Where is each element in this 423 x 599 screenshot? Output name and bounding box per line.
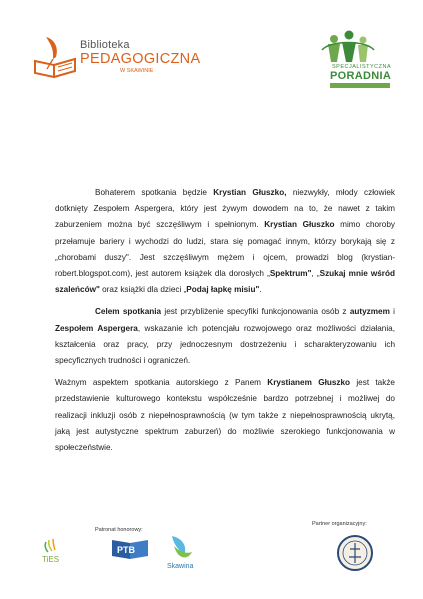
ties-logo	[40, 538, 70, 566]
partner-seal-logo	[336, 533, 374, 573]
bold-text-run: Spektrum"	[269, 269, 312, 279]
paragraph-3	[55, 375, 395, 456]
logo-line-2: PEDAGOGICZNA	[80, 51, 201, 67]
bold-text-run: Krystianem Głuszko	[267, 378, 351, 388]
text-run: , „	[311, 269, 320, 279]
paragraph-2	[55, 304, 395, 369]
text-run: Ważnym aspektem spotkania autorskiego z Panem	[55, 378, 268, 388]
patronat-label: Patronat honorowy:	[95, 527, 143, 533]
skawina-text: Skawina	[167, 563, 194, 570]
poradnia-bar	[330, 83, 390, 88]
biblioteka-logo	[32, 33, 222, 83]
bold-text-run: autyzmem	[349, 307, 390, 317]
book-quill-icon	[32, 35, 78, 79]
bold-text-run: Podaj łapkę misiu"	[186, 285, 260, 295]
bold-text-run: Krystian Głuszko,	[213, 188, 287, 197]
people-figures-icon	[320, 30, 376, 64]
ties-text: TiES	[42, 555, 60, 564]
text-run: Bohaterem spotkania będzie	[95, 188, 214, 197]
paragraph-1	[55, 185, 395, 298]
text-run: i	[389, 307, 395, 317]
poradnia-logo	[312, 30, 392, 102]
bold-text-run: Celem spotkania	[95, 307, 162, 317]
text-run: jest także przedstawienie kulturowego kontekstu współcześnie bardzo potrzebnej i możliwej do realizacji inkluzji osób z niepełnosprawnością (w tym także z niepełnosprawnością ukrytą, jaką jest autystyczne spektrum zaburzeń) do możliwie szerokiego funkcjonowania w społeczeństwie.	[55, 378, 395, 453]
text-run: oraz książki dla dzieci „	[99, 285, 187, 295]
skawina-logo	[164, 532, 198, 574]
bold-text-run: Krystian Głuszko	[264, 220, 335, 230]
logo-line-3: W SKAWINIE	[120, 68, 154, 74]
bold-text-run: Zespołem Aspergera	[55, 323, 138, 333]
text-run: mimo choroby przełamuje bariery i wychodzi do ludzi, stara się pomagać innym, którzy borykają się z „chorobami duszy". Jest szczęśliwym mężem i ojcem, prowadzi blog (krystian-robert.blogspot.com), jest autorem książek dla dorosłych „	[55, 220, 395, 279]
poradnia-line-2: PORADNIA	[330, 70, 392, 82]
poradnia-line-1: SPECJALISTYCZNA	[332, 64, 392, 70]
body-text	[55, 185, 395, 462]
text-run: niezwykły, młody człowiek dotknięty Zespołem Aspergera, który jest żywym dowodem na to, że nawet z takim zaburzeniem można być szczęśliwym i spełnionym.	[55, 188, 395, 230]
ptb-logo	[110, 537, 150, 561]
ptb-text: PTB	[117, 545, 135, 555]
text-run: , wskazanie ich potencjału rozwojowego oraz możliwości działania, kształcenia oraz pracy, przy jednoczesnym dostrzeżeniu i scharakteryzowaniu ich specyficznych trudności i ograniczeń.	[55, 323, 395, 366]
logo-line-1: Biblioteka	[80, 39, 130, 51]
text-run: .	[259, 285, 262, 295]
partner-label: Partner organizacyjny:	[312, 521, 367, 527]
bold-text-run: Szukaj mnie wśród szaleńców"	[55, 269, 395, 295]
text-run: jest przybliżenie specyfiki funkcjonowania osób z	[161, 307, 350, 317]
